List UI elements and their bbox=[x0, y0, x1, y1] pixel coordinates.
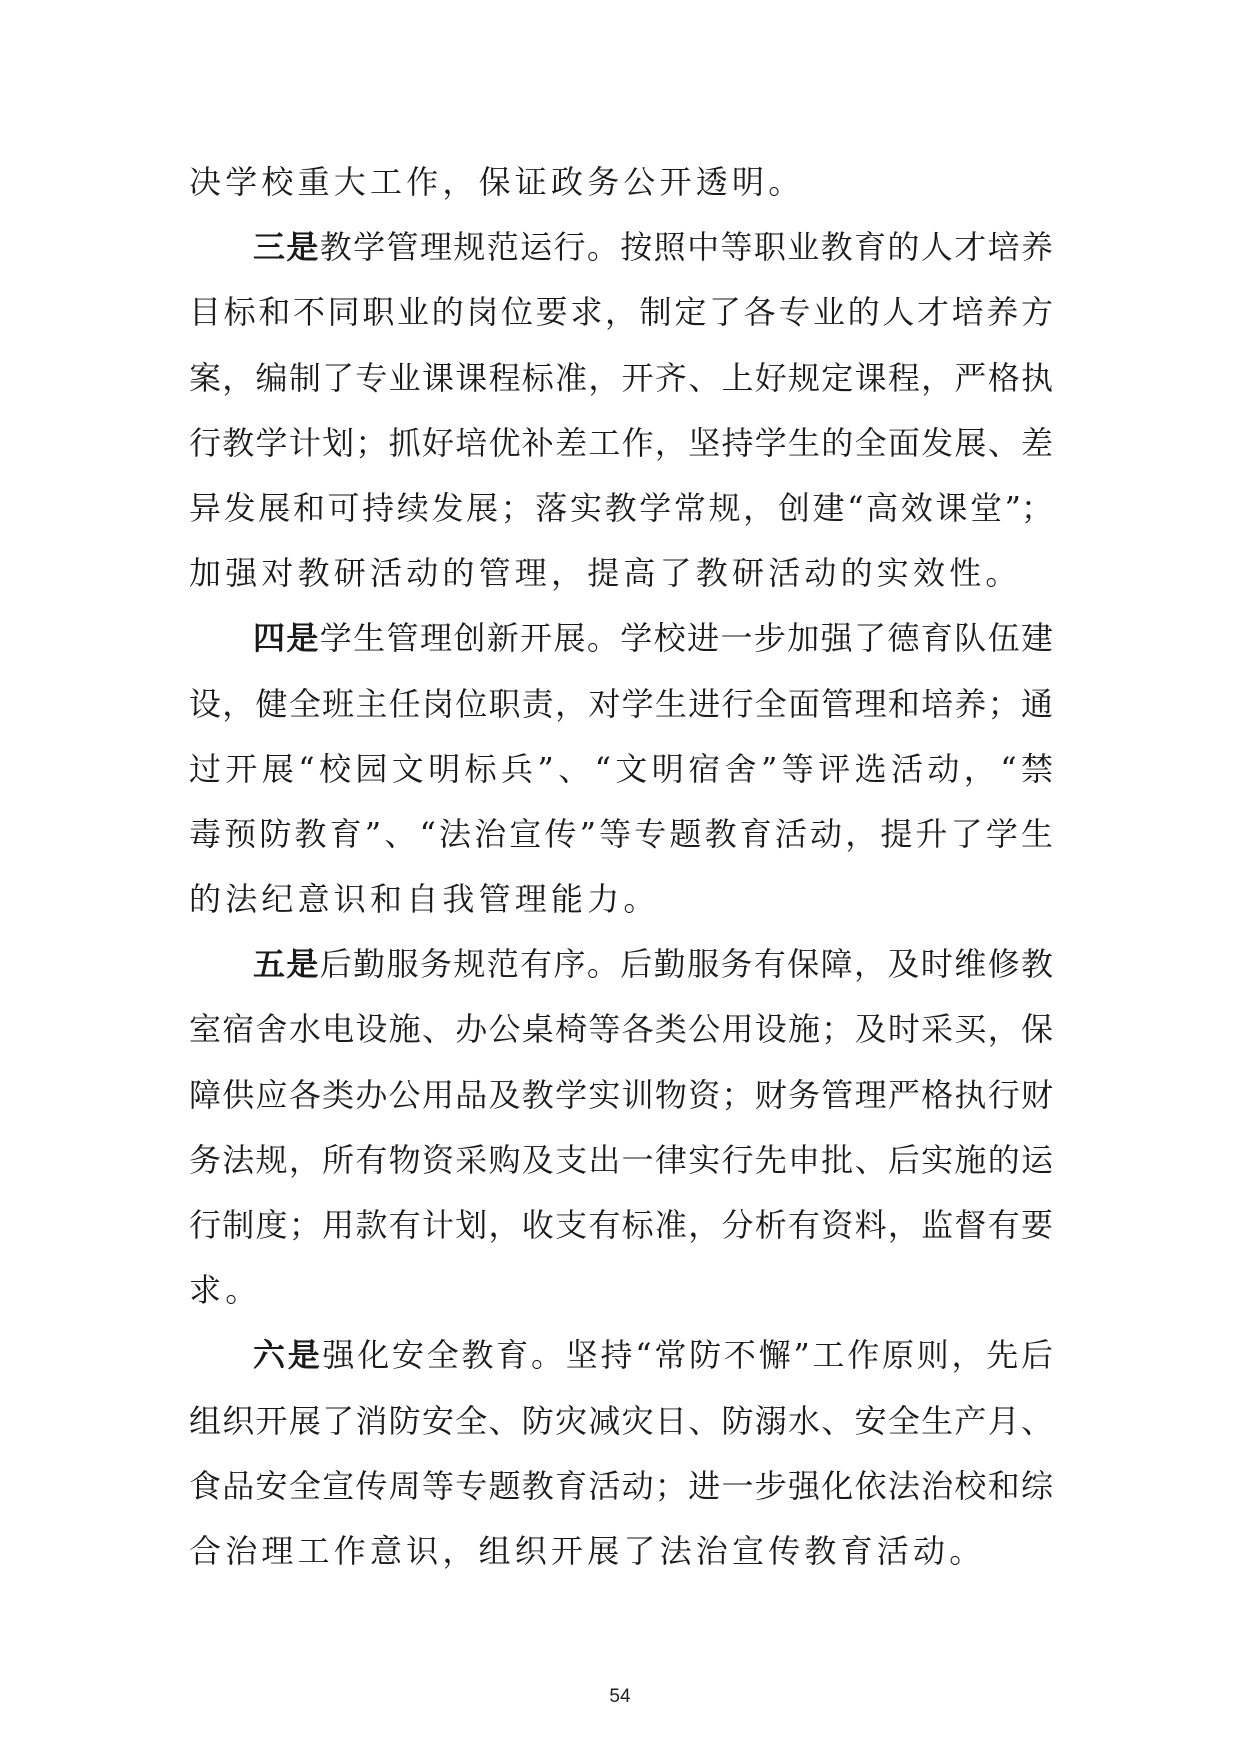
text-line: 行教学计划；抓好培优补差工作，坚持学生的全面发展、差 bbox=[189, 423, 1053, 462]
text-line bbox=[189, 1323, 1053, 1388]
paragraph-text: 学生管理创新开展。学校进一步加强了德育队伍建 bbox=[319, 619, 1053, 658]
paragraph-logistics-service bbox=[189, 932, 1053, 1323]
text-line: 室宿舍水电设施、办公桌椅等各类公用设施；及时采买，保 bbox=[189, 1010, 1053, 1049]
paragraph-safety-education bbox=[189, 1323, 1053, 1584]
continuation-paragraph bbox=[189, 150, 1053, 215]
paragraph-text: 教学管理规范运行。按照中等职业教育的人才培养 bbox=[319, 228, 1053, 267]
text-line: 组织开展了消防安全、防灾减灾日、防溺水、安全生产月、 bbox=[189, 1401, 1053, 1440]
paragraph-lead: 六是 bbox=[253, 1336, 323, 1375]
text-line: 障供应各类办公用品及教学实训物资；财务管理严格执行财 bbox=[189, 1075, 1053, 1114]
text-line: 案，编制了专业课课程标准，开齐、上好规定课程，严格执 bbox=[189, 358, 1053, 397]
text-line: 设，健全班主任岗位职责，对学生进行全面管理和培养；通 bbox=[189, 684, 1053, 723]
text-line: 行制度；用款有计划，收支有标准，分析有资料，监督有要 bbox=[189, 1206, 1053, 1244]
text-line: 加强对教研活动的管理，提高了教研活动的实效性。 bbox=[189, 554, 1022, 593]
text-line: 目标和不同职业的岗位要求，制定了各专业的人才培养方 bbox=[189, 293, 1053, 332]
page-number: 54 bbox=[609, 1686, 631, 1707]
text-line: 食品安全宣传周等专题教育活动；进一步强化依法治校和综 bbox=[189, 1466, 1053, 1505]
paragraph-lead: 四是 bbox=[253, 619, 320, 658]
paragraph-teaching-management bbox=[189, 215, 1053, 606]
paragraph-text: 强化安全教育。坚持“常防不懈”工作原则，先后 bbox=[322, 1336, 1053, 1375]
text-line bbox=[189, 215, 1053, 280]
paragraph-lead: 三是 bbox=[253, 228, 320, 267]
text-line: 的法纪意识和自我管理能力。 bbox=[189, 880, 660, 919]
paragraph-student-management bbox=[189, 606, 1053, 932]
text-line: 毒预防教育”、“法治宣传”等专题教育活动，提升了学生 bbox=[189, 814, 1053, 853]
text-line: 决学校重大工作，保证政务公开透明。 bbox=[189, 163, 805, 201]
text-line: 异发展和可持续发展；落实教学常规，创建“高效课堂”； bbox=[189, 488, 1053, 527]
paragraph-text: 后勤服务规范有序。后勤服务有保障，及时维修教 bbox=[319, 945, 1053, 984]
text-line: 求。 bbox=[189, 1271, 262, 1310]
text-line bbox=[189, 606, 1053, 671]
text-line bbox=[189, 932, 1053, 997]
text-line: 务法规，所有物资采购及支出一律实行先申批、后实施的运 bbox=[189, 1140, 1053, 1179]
text-line: 过开展“校园文明标兵”、“文明宿舍”等评选活动，“禁 bbox=[189, 749, 1053, 788]
document-body bbox=[189, 150, 1053, 1584]
paragraph-lead: 五是 bbox=[253, 945, 320, 984]
text-line: 合治理工作意识，组织开展了法治宣传教育活动。 bbox=[189, 1531, 986, 1570]
